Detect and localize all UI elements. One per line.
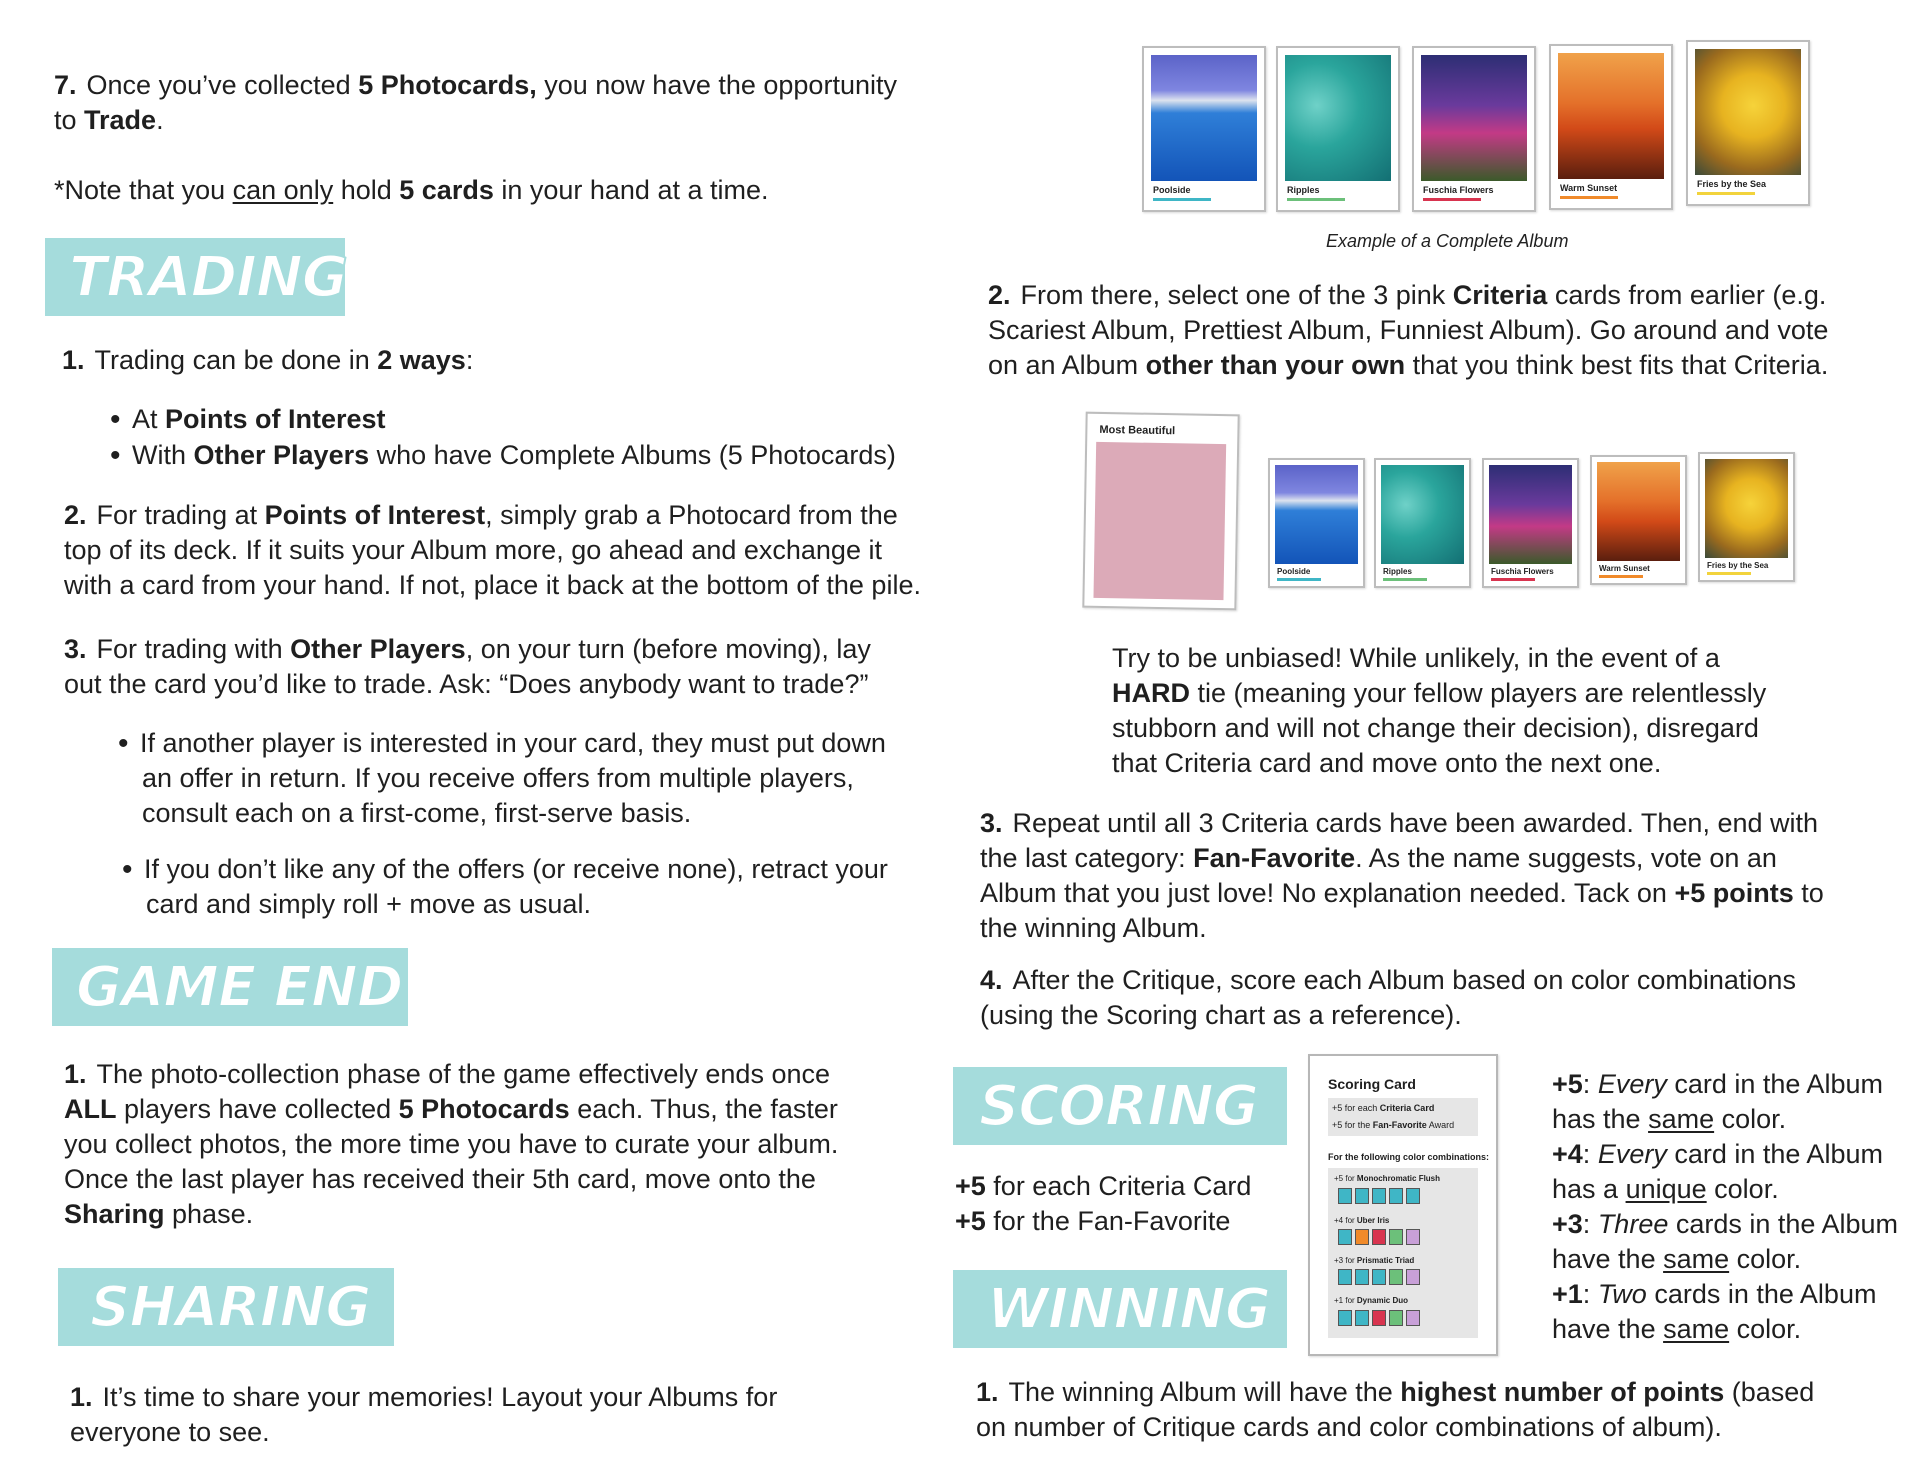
flowers-photo [1489, 465, 1572, 564]
color-swatch [1406, 1229, 1420, 1245]
criteria-card [1082, 412, 1239, 611]
trading-sub-bullet-1 [118, 726, 968, 831]
sharing-banner: SHARING [58, 1268, 394, 1346]
trading-banner: TRADING [45, 238, 345, 316]
scoring-card [1308, 1054, 1498, 1356]
color-swatch [1389, 1310, 1403, 1326]
critique-step3: 3. Repeat until all 3 Criteria cards have been awarded. Then, end with the last category: Fan-Favorite. As the name suggests, vote on an Album that you just love! No explanation needed. Tack on +5 points to the winning Album. [980, 808, 1824, 943]
color-bar [1599, 575, 1643, 578]
scoring-card-awards-panel: +5 for each Criteria Card +5 for the Fan-Favorite Award [1328, 1098, 1478, 1136]
ripples-photo [1285, 55, 1391, 181]
color-swatch [1406, 1188, 1420, 1204]
photocard-warm-sunset: Warm Sunset [1590, 455, 1687, 585]
album-caption: Example of a Complete Album [1326, 231, 1569, 251]
sunset-photo [1597, 462, 1680, 561]
color-swatch [1355, 1188, 1369, 1204]
color-bar [1560, 196, 1618, 199]
poolside-photo [1275, 465, 1358, 564]
album-photocard-poolside: Poolside [1142, 46, 1266, 212]
step7-text: 7. Once you’ve collected 5 Photocards, you now have the opportunity to Trade. [54, 70, 897, 135]
game-end-banner: GAME END [52, 948, 408, 1026]
photocard-poolside: Poolside [1268, 458, 1365, 588]
color-swatch [1338, 1229, 1352, 1245]
photocard-fries-by-the-sea: Fries by the Sea [1698, 452, 1795, 582]
album-photocard-warm-sunset: Warm Sunset [1549, 44, 1673, 210]
game-end-step1: 1. The photo-collection phase of the game effectively ends once ALL players have collected 5 Photocards each. Thus, the faster you collect photos, the more time you have to curate your album. Once the last player has received their 5th card, move onto the Sharing phase. [64, 1059, 839, 1229]
points-entry: +3: Three cards in the Album have the same color. [1552, 1209, 1898, 1274]
critique-step4: 4. After the Critique, score each Album based on color combinations (using the Scoring chart as a reference). [980, 965, 1796, 1030]
scoring-card-subheading: For the following color combinations: [1328, 1152, 1489, 1162]
color-bar [1423, 198, 1481, 201]
unbiased-note: Try to be unbiased! While unlikely, in the event of a HARD tie (meaning your fellow players are relentlessly stubborn and will not change their decision), disregard that Criteria card and move onto the next one. [1112, 643, 1767, 778]
winning-step1: 1. The winning Album will have the highest number of points (based on number of Critique cards and color combinations of album). [976, 1377, 1815, 1442]
critique-step2: 2. From there, select one of the 3 pink Criteria cards from earlier (e.g. Scariest Album, Prettiest Album, Funniest Album). Go around and vote on an Album other than your own that you think best fits that Criteria. [988, 280, 1829, 380]
color-swatch [1355, 1269, 1369, 1285]
flowers-photo [1421, 55, 1527, 181]
trading-step3: 3. For trading with Other Players, on your turn (before moving), lay out the card you’d like to trade. Ask: “Does anybody want to trade?” [64, 634, 871, 699]
trading-step2: 2. For trading at Points of Interest, simply grab a Photocard from the top of its deck. If it suits your Album more, go ahead and exchange it with a card from your hand. If not, place it back at the bottom of the pile. [64, 500, 921, 600]
photocard-fuschia-flowers: Fuschia Flowers [1482, 458, 1579, 588]
scoring-card-combos-panel: +5 for Monochromatic Flush +4 for Uber Iris +3 for Prismatic Triad +1 for Dynamic Duo [1328, 1168, 1478, 1338]
points-entry: +4: Every card in the Album has a unique color. [1552, 1139, 1883, 1204]
color-swatch [1389, 1269, 1403, 1285]
points-entry: +1: Two cards in the Album have the same color. [1552, 1279, 1877, 1344]
ripples-photo [1381, 465, 1464, 564]
color-swatch [1372, 1310, 1386, 1326]
color-swatch [1355, 1229, 1369, 1245]
color-swatch [1372, 1229, 1386, 1245]
color-swatch [1372, 1188, 1386, 1204]
sharing-step1: 1. It’s time to share your memories! Layout your Albums for everyone to see. [70, 1382, 778, 1447]
scoring-banner: SCORING [953, 1067, 1287, 1145]
winning-banner: WINNING [953, 1270, 1287, 1348]
color-swatch [1338, 1269, 1352, 1285]
color-bar [1277, 578, 1321, 581]
color-swatch [1406, 1310, 1420, 1326]
album-photocard-fuschia-flowers: Fuschia Flowers [1412, 46, 1536, 212]
list-item: • If you don’t like any of the offers (or receive none), retract your card and simply roll + move as usual. [122, 852, 972, 922]
album-photocard-fries-by-the-sea: Fries by the Sea [1686, 40, 1810, 206]
color-bar [1697, 192, 1755, 195]
sunset-photo [1558, 53, 1664, 179]
scoring-bonuses: +5 for each Criteria Card +5 for the Fan-Favorite [955, 1171, 1252, 1236]
color-points-list [1552, 1067, 1912, 1347]
scoring-card-title: Scoring Card [1328, 1076, 1416, 1092]
hand-limit-note: *Note that you can only hold 5 cards in your hand at a time. [54, 175, 769, 205]
photocard-ripples: Ripples [1374, 458, 1471, 588]
fries-photo [1695, 49, 1801, 175]
list-item: • With Other Players who have Complete Albums (5 Photocards) [110, 438, 896, 473]
color-swatch [1338, 1310, 1352, 1326]
trading-sub-bullet-2 [122, 852, 972, 922]
poolside-photo [1151, 55, 1257, 181]
criteria-card-pink-panel [1093, 442, 1226, 600]
color-bar [1383, 578, 1427, 581]
color-swatch [1389, 1229, 1403, 1245]
trading-ways-list [110, 402, 896, 473]
color-bar [1287, 198, 1345, 201]
fries-photo [1705, 459, 1788, 558]
list-item: • At Points of Interest [110, 402, 896, 437]
color-bar [1707, 572, 1751, 575]
color-swatch [1372, 1269, 1386, 1285]
color-bar [1153, 198, 1211, 201]
list-item: • If another player is interested in your card, they must put down an offer in return. If you receive offers from multiple players, consult each on a first-come, first-serve basis. [118, 726, 968, 831]
points-entry: +5: Every card in the Album has the same color. [1552, 1069, 1883, 1134]
color-swatch [1338, 1188, 1352, 1204]
color-bar [1491, 578, 1535, 581]
color-swatch [1406, 1269, 1420, 1285]
album-photocard-ripples: Ripples [1276, 46, 1400, 212]
color-swatch [1389, 1188, 1403, 1204]
color-swatch [1355, 1310, 1369, 1326]
trading-step1: 1. Trading can be done in 2 ways: [62, 345, 474, 375]
criteria-card-title: Most Beautiful [1099, 423, 1176, 438]
